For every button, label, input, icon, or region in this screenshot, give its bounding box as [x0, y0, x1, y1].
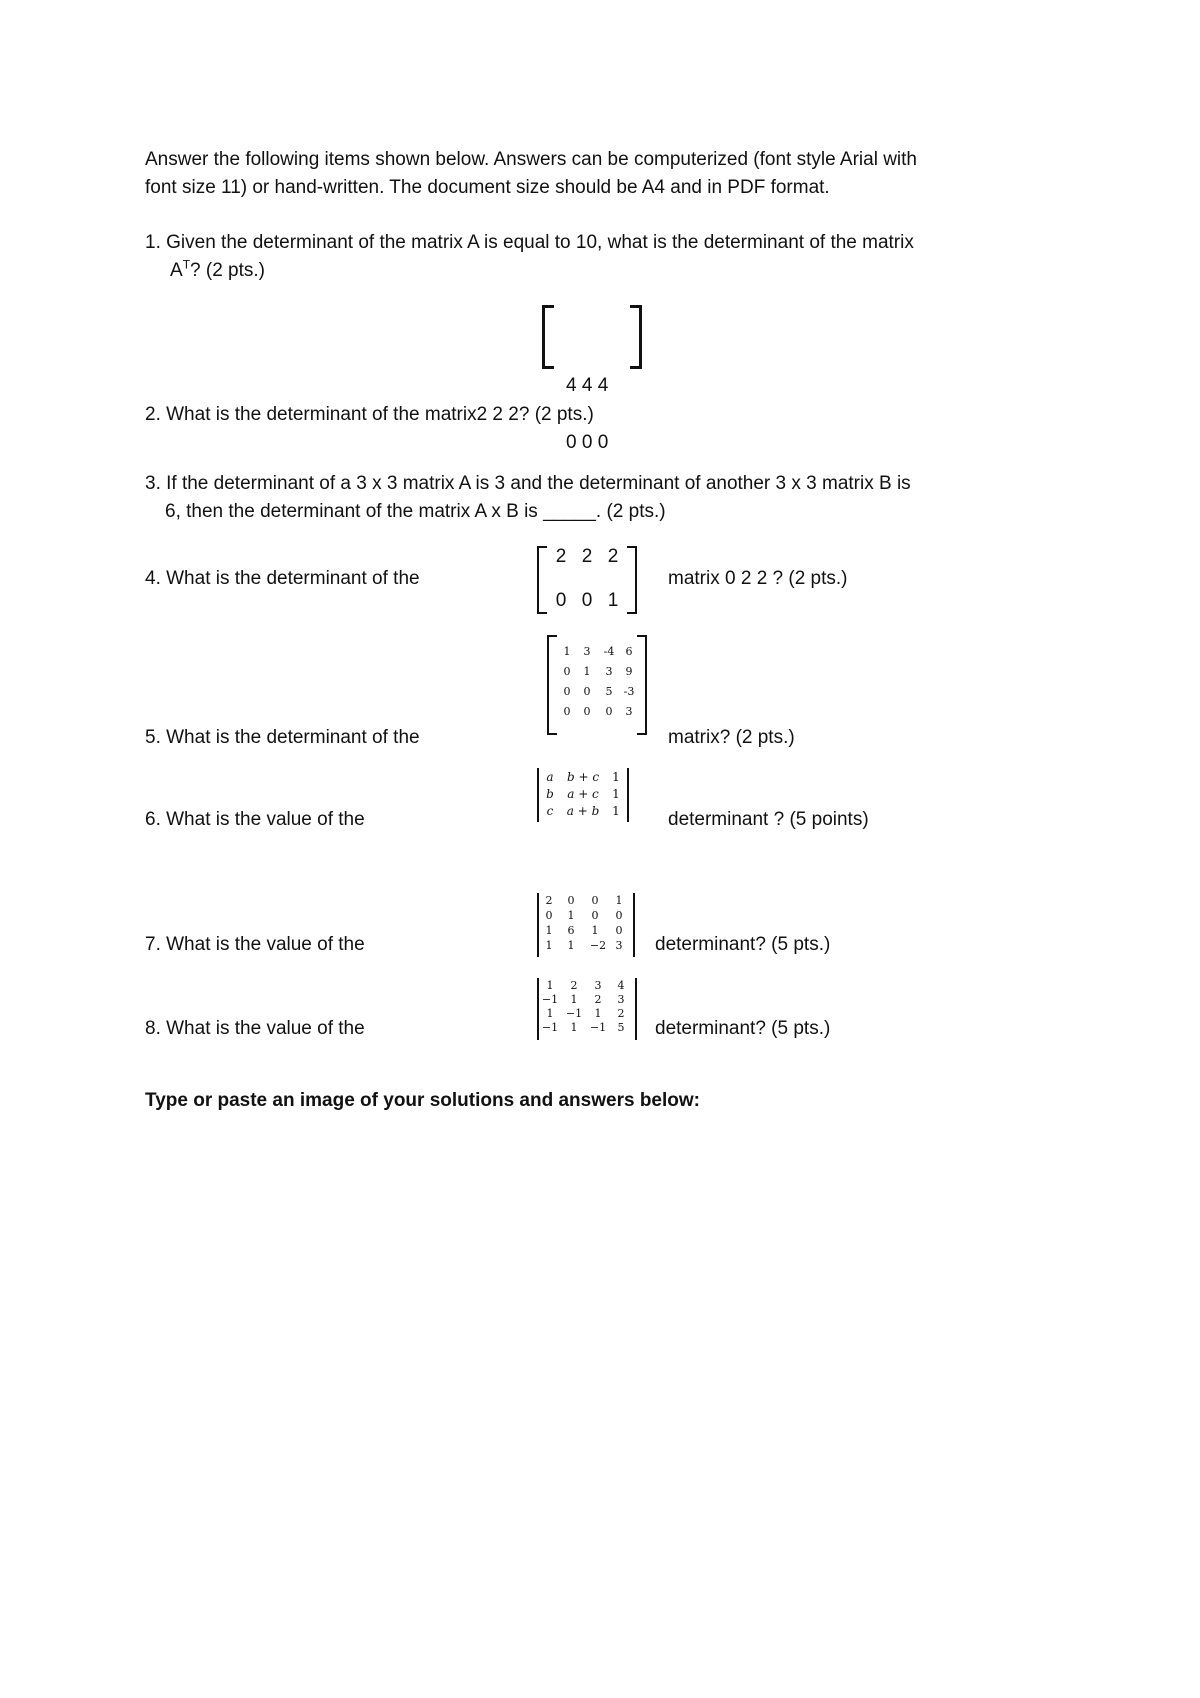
q8-cell: 4	[617, 979, 625, 992]
q5-cell: 1	[563, 645, 571, 658]
q1-line-2	[170, 259, 265, 283]
q4-cell: 2	[581, 546, 593, 567]
q5-cell: 0	[605, 705, 613, 718]
q6-cell: 1	[612, 787, 620, 801]
q4-matrix	[537, 546, 637, 614]
q8-cell: 3	[617, 993, 625, 1006]
q4-cell: 0	[581, 590, 593, 611]
q8-cell: 2	[570, 979, 578, 992]
q4-right-text: matrix 0 2 2 ? (2 pts.)	[668, 568, 848, 589]
q8-cell: −1	[541, 993, 559, 1006]
q8-cell: −1	[541, 1021, 559, 1034]
q7-left-text: 7. What is the value of the	[145, 934, 365, 955]
q6-cell: a	[546, 770, 554, 784]
q6-left-text: 6. What is the value of the	[145, 809, 365, 830]
q5-cell: -4	[603, 645, 615, 658]
q7-cell: 0	[567, 894, 575, 907]
q2-text: 2. What is the determinant of the matrix2 2 2? (2 pts.)	[145, 404, 594, 425]
q7-cell: 3	[615, 939, 623, 952]
q8-determinant	[537, 978, 637, 1040]
answers-heading: Type or paste an image of your solutions and answers below:	[145, 1090, 700, 1111]
q7-cell: 1	[567, 939, 575, 952]
q4-cell: 1	[607, 590, 619, 611]
q8-left-text: 8. What is the value of the	[145, 1018, 365, 1039]
q8-right-text: determinant? (5 pts.)	[655, 1018, 831, 1039]
q2-matrix-brackets	[542, 305, 642, 369]
q7-determinant	[537, 893, 635, 957]
q6-cell: a + c	[567, 787, 599, 801]
q7-cell: 0	[591, 909, 599, 922]
q5-cell: 5	[605, 685, 613, 698]
q8-cell: −1	[565, 1007, 583, 1020]
q8-cell: 1	[570, 1021, 578, 1034]
q8-cell: 1	[546, 979, 554, 992]
q7-cell: −2	[589, 939, 607, 952]
q8-cell: 1	[570, 993, 578, 1006]
q6-cell: 1	[612, 770, 620, 784]
q5-cell: 0	[563, 705, 571, 718]
q6-right-text: determinant ? (5 points)	[668, 809, 869, 830]
q5-cell: 3	[625, 705, 633, 718]
q8-cell: 3	[594, 979, 602, 992]
q4-cell: 2	[607, 546, 619, 567]
instructions-line-2: font size 11) or hand-written. The document size should be A4 and in PDF format.	[145, 177, 830, 198]
q5-left-text: 5. What is the determinant of the	[145, 727, 420, 748]
q5-cell: 1	[583, 665, 591, 678]
q6-cell: b + c	[566, 770, 600, 784]
q2-matrix-bottom-row: 0 0 0	[566, 432, 609, 453]
q8-cell: 5	[617, 1021, 625, 1034]
q5-cell: 0	[583, 705, 591, 718]
q1-points: ? (2 pts.)	[190, 260, 266, 281]
q3-line-2: 6, then the determinant of the matrix A x B is _____. (2 pts.)	[165, 501, 666, 522]
q2-matrix-top-row: 4 4 4	[566, 375, 609, 396]
q4-left-text: 4. What is the determinant of the	[145, 568, 420, 589]
q6-cell: a + b	[566, 804, 600, 818]
q1-line-1: 1. Given the determinant of the matrix A is equal to 10, what is the determinant of the matrix	[145, 232, 914, 253]
q7-right-text: determinant? (5 pts.)	[655, 934, 831, 955]
q5-cell: 0	[583, 685, 591, 698]
q1-transpose-sup: T	[182, 257, 191, 272]
q6-cell: b	[546, 787, 554, 801]
q7-cell: 0	[545, 909, 553, 922]
q5-cell: 9	[625, 665, 633, 678]
q8-cell: −1	[589, 1021, 607, 1034]
q8-cell: 1	[594, 1007, 602, 1020]
q5-cell: 0	[563, 665, 571, 678]
q6-cell: c	[546, 804, 554, 818]
q7-cell: 0	[615, 909, 623, 922]
q5-cell: 0	[563, 685, 571, 698]
q5-cell: 3	[583, 645, 591, 658]
q5-cell: 3	[605, 665, 613, 678]
q7-cell: 1	[567, 909, 575, 922]
q6-cell: 1	[612, 804, 620, 818]
q7-cell: 2	[545, 894, 553, 907]
q3-line-1: 3. If the determinant of a 3 x 3 matrix A is 3 and the determinant of another 3 x 3 matrix B is	[145, 473, 911, 494]
instructions-line-1: Answer the following items shown below. Answers can be computerized (font style Arial with	[145, 149, 917, 170]
q7-cell: 1	[591, 924, 599, 937]
q7-cell: 1	[545, 924, 553, 937]
q6-determinant	[537, 768, 629, 822]
q1-matrix-a: A	[170, 260, 183, 281]
q7-cell: 0	[591, 894, 599, 907]
q7-cell: 1	[545, 939, 553, 952]
q8-cell: 2	[594, 993, 602, 1006]
q7-cell: 0	[615, 924, 623, 937]
q5-matrix	[547, 635, 647, 735]
q8-cell: 1	[546, 1007, 554, 1020]
q7-cell: 6	[567, 924, 575, 937]
q5-right-text: matrix? (2 pts.)	[668, 727, 795, 748]
q5-cell: 6	[625, 645, 633, 658]
q5-cell: -3	[623, 685, 635, 698]
q7-cell: 1	[615, 894, 623, 907]
q4-cell: 2	[555, 546, 567, 567]
q8-cell: 2	[617, 1007, 625, 1020]
q4-cell: 0	[555, 590, 567, 611]
